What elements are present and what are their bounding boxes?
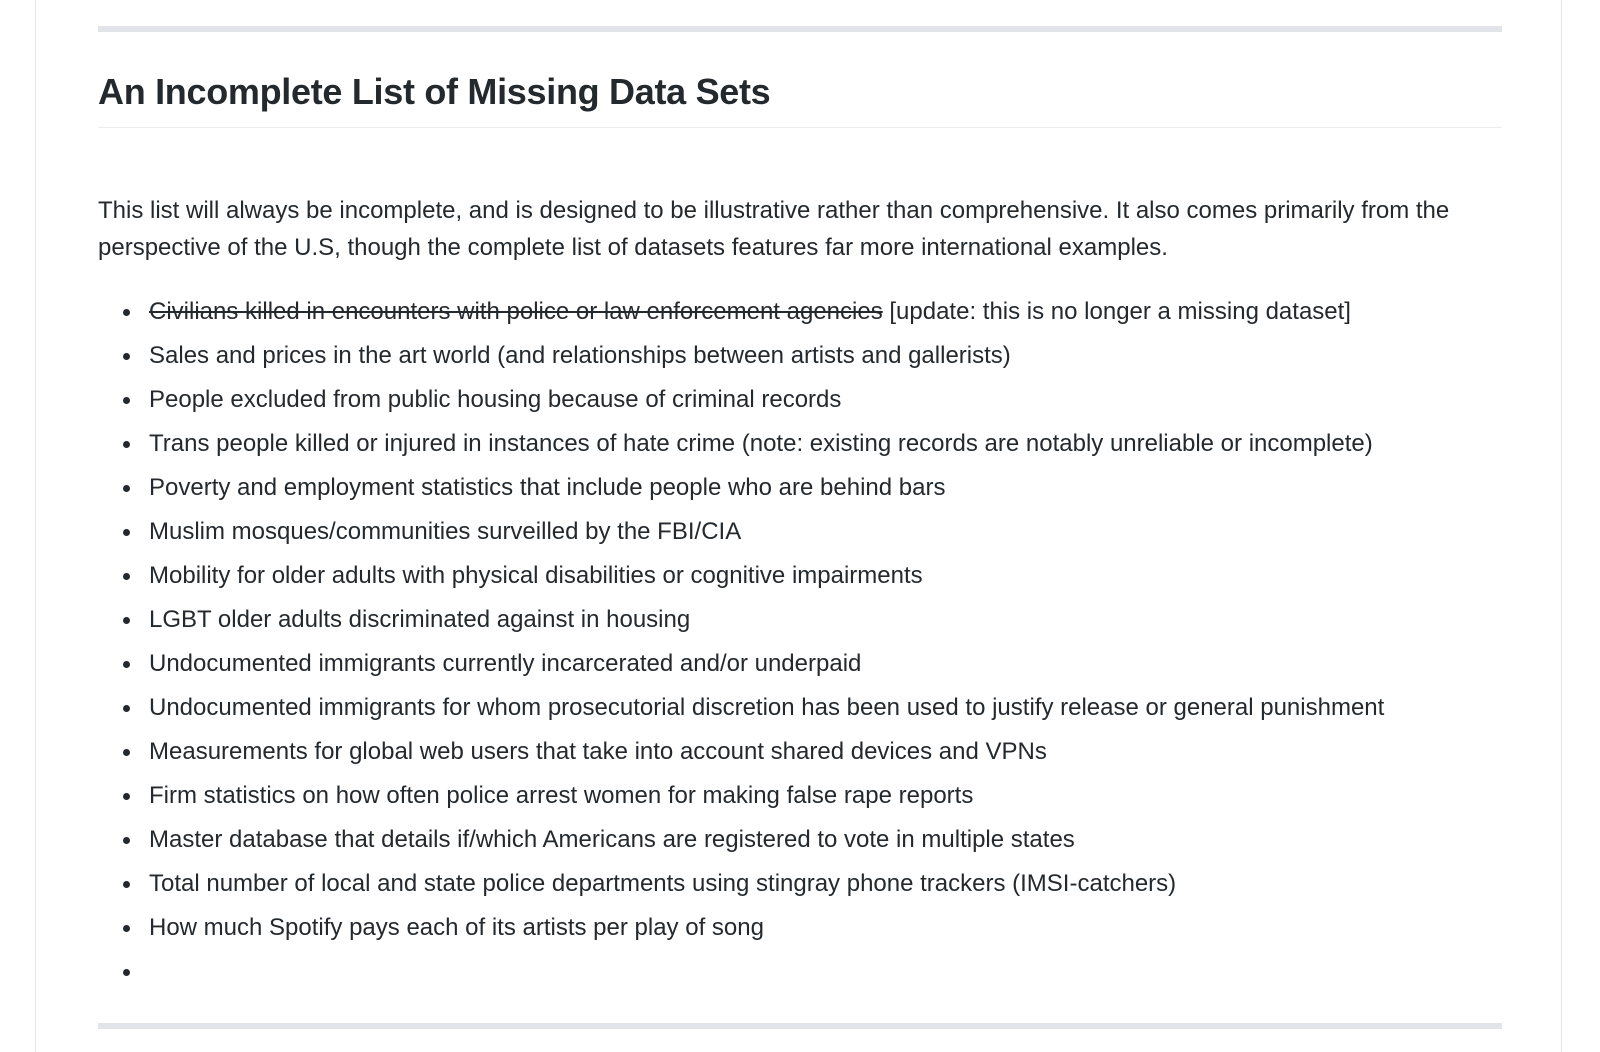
bullet-icon — [123, 837, 130, 844]
bullet-icon — [123, 617, 130, 624]
intro-paragraph: This list will always be incomplete, and is designed to be illustrative rather than comprehensive. It also comes primarily from the perspective of the U.S, though the complete list of datasets features far more international examples. — [98, 197, 1450, 261]
bullet-icon — [123, 309, 130, 316]
list-item — [98, 598, 1502, 642]
list-item — [98, 774, 1502, 818]
page-border-left — [35, 0, 36, 1052]
list-item — [98, 422, 1502, 466]
list-item — [98, 334, 1502, 378]
bullet-icon — [123, 749, 130, 756]
section-heading: An Incomplete List of Missing Data Sets — [98, 71, 771, 112]
bullet-icon — [123, 573, 130, 580]
list-item — [98, 862, 1502, 906]
list-item — [98, 510, 1502, 554]
list-item-text: Total number of local and state police departments using stingray phone trackers (IMSI-catchers) — [149, 870, 1177, 897]
list-item-text: People excluded from public housing because of criminal records — [149, 386, 842, 413]
list-item-text: Muslim mosques/communities surveilled by the FBI/CIA — [149, 518, 742, 545]
bullet-icon — [123, 529, 130, 536]
list-item-text: LGBT older adults discriminated against in housing — [149, 606, 691, 633]
bullet-icon — [123, 881, 130, 888]
bullet-icon — [123, 969, 130, 976]
list-item-struck — [98, 290, 1502, 334]
bullet-icon — [123, 397, 130, 404]
list-item-text: Sales and prices in the art world (and relationships between artists and gallerists) — [149, 342, 1011, 369]
list-item-text: Mobility for older adults with physical disabilities or cognitive impairments — [149, 562, 923, 589]
bullet-icon — [123, 925, 130, 932]
list-item — [98, 730, 1502, 774]
update-note: [update: this is no longer a missing dataset] — [882, 298, 1351, 325]
list-item-text: Master database that details if/which Americans are registered to vote in multiple states — [149, 826, 1075, 853]
list-item-text: Undocumented immigrants for whom prosecutorial discretion has been used to justify release or general punishment — [149, 694, 1385, 721]
list-item-text: How much Spotify pays each of its artists per play of song — [149, 914, 764, 941]
list-item-text: Measurements for global web users that take into account shared devices and VPNs — [149, 738, 1047, 765]
bottom-divider — [98, 1023, 1502, 1029]
list-item-text: Poverty and employment statistics that include people who are behind bars — [149, 474, 946, 501]
bullet-icon — [123, 793, 130, 800]
page-border-right — [1561, 0, 1562, 1052]
list-item — [98, 818, 1502, 862]
struck-text: Civilians killed in encounters with police or law enforcement agencies — [149, 298, 883, 325]
missing-datasets-list — [98, 290, 1502, 994]
list-item-text: Trans people killed or injured in instances of hate crime (note: existing records are notably unreliable or incomplete) — [149, 430, 1373, 457]
bullet-icon — [123, 441, 130, 448]
list-item — [98, 686, 1502, 730]
list-item — [98, 554, 1502, 598]
list-item — [98, 906, 1502, 950]
top-divider — [98, 26, 1502, 32]
bullet-icon — [123, 353, 130, 360]
heading-underline — [98, 127, 1502, 128]
list-item — [98, 466, 1502, 510]
bullet-icon — [123, 485, 130, 492]
list-item-text: Undocumented immigrants currently incarcerated and/or underpaid — [149, 650, 862, 677]
list-item — [98, 642, 1502, 686]
list-item — [98, 378, 1502, 422]
list-item-empty — [98, 950, 1502, 994]
bullet-icon — [123, 705, 130, 712]
list-item-text: Firm statistics on how often police arrest women for making false rape reports — [149, 782, 974, 809]
bullet-icon — [123, 661, 130, 668]
